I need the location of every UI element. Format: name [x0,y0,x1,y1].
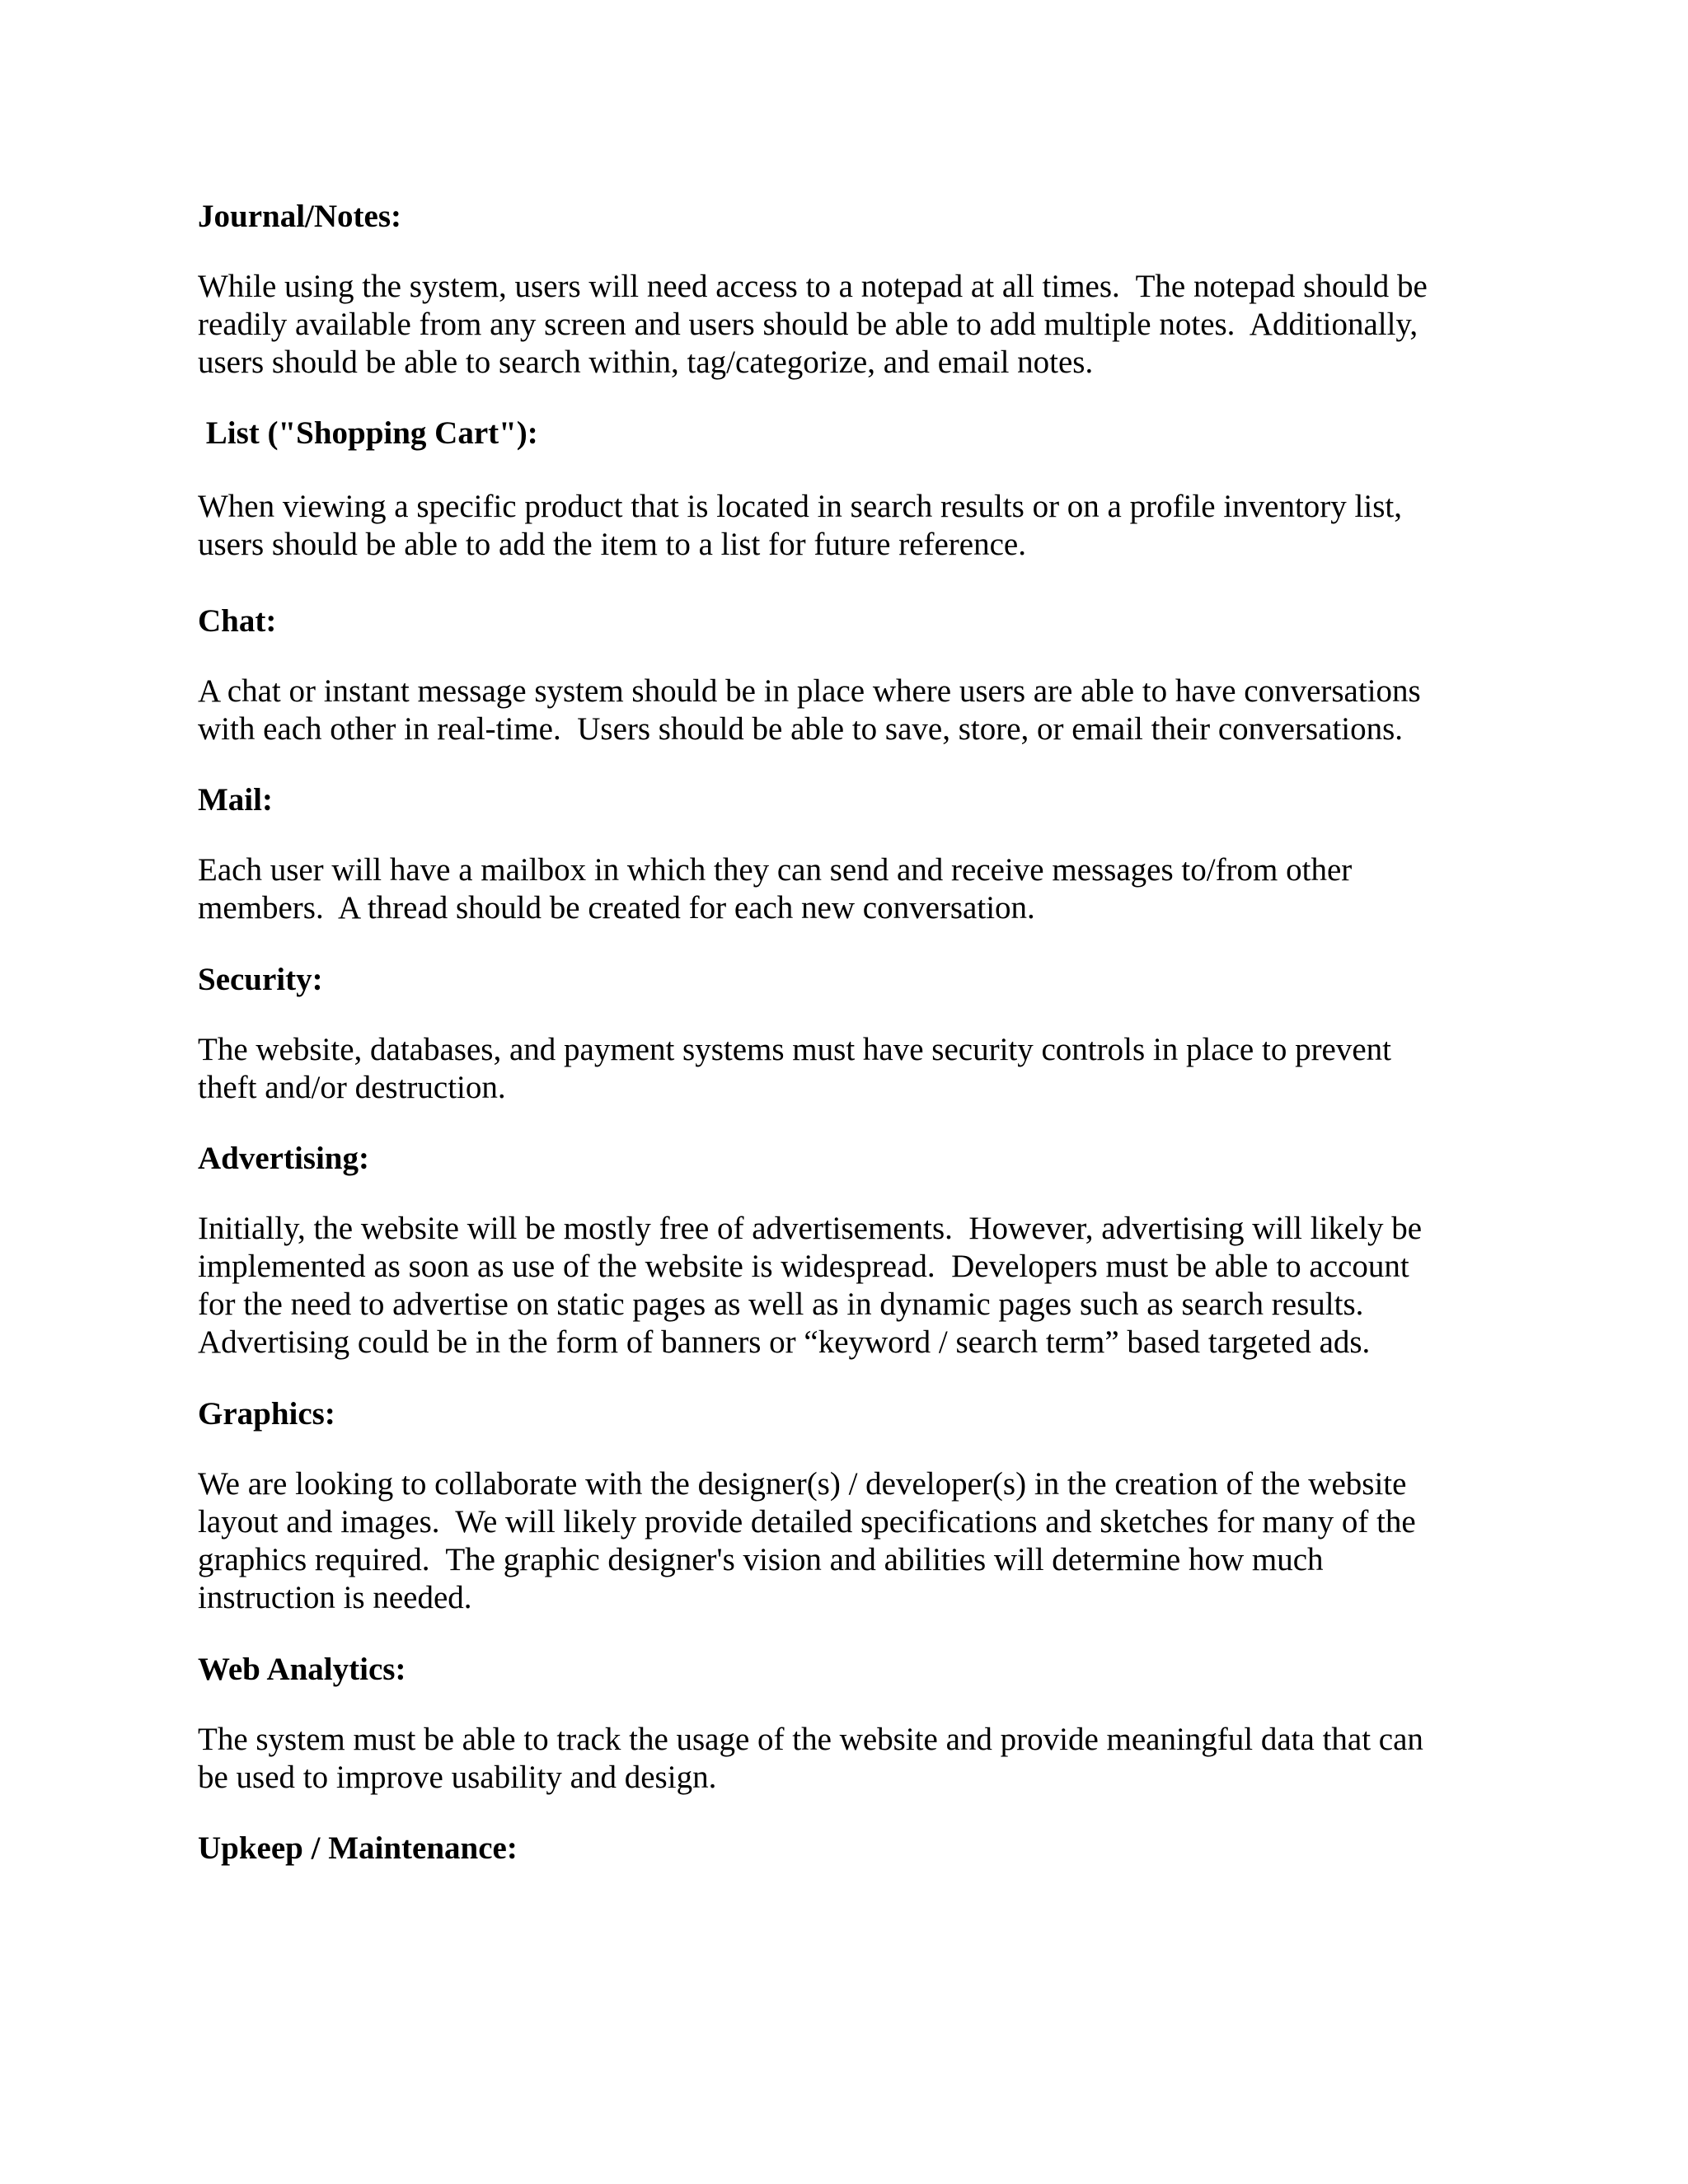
section-heading-upkeep-maintenance: Upkeep / Maintenance: [198,1830,518,1866]
section-heading-chat: Chat: [198,603,277,639]
body-line: readily available from any screen and users should be able to add multiple notes. Additionally, [198,307,1418,342]
body-line: Initially, the website will be mostly free of advertisements. However, advertising will likely be [198,1211,1423,1246]
body-line: implemented as soon as use of the website is widespread. Developers must be able to account [198,1249,1409,1284]
body-line: members. A thread should be created for each new conversation. [198,890,1035,926]
body-line: The system must be able to track the usage of the website and provide meaningful data that can [198,1722,1423,1757]
body-line: While using the system, users will need access to a notepad at all times. The notepad should be [198,269,1428,304]
section-body-advertising [198,1210,1533,1361]
section-body-graphics [198,1465,1533,1617]
body-line: Advertising could be in the form of banners or “keyword / search term” based targeted ads. [198,1324,1371,1360]
body-line: The website, databases, and payment systems must have security controls in place to prevent [198,1032,1392,1067]
body-line: users should be able to add the item to a list for future reference. [198,527,1026,562]
section-body-chat [198,673,1533,748]
section-heading-shopping-cart: List ("Shopping Cart"): [198,415,538,451]
body-line: with each other in real-time. Users should be able to save, store, or email their conversations. [198,711,1404,747]
body-line: Each user will have a mailbox in which they can send and receive messages to/from other [198,852,1353,888]
body-line: graphics required. The graphic designer's vision and abilities will determine how much [198,1542,1324,1577]
section-body-web-analytics [198,1721,1533,1797]
body-line: for the need to advertise on static pages as well as in dynamic pages such as search results. [198,1286,1364,1322]
body-line: We are looking to collaborate with the designer(s) / developer(s) in the creation of the website [198,1466,1407,1502]
section-heading-web-analytics: Web Analytics: [198,1652,406,1687]
body-line: layout and images. We will likely provide detailed specifications and sketches for many of the [198,1504,1416,1540]
body-line: A chat or instant message system should be in place where users are able to have conversations [198,673,1421,709]
body-line: be used to improve usability and design. [198,1760,717,1795]
section-heading-security: Security: [198,962,323,997]
section-heading-journal-notes: Journal/Notes: [198,199,401,234]
section-body-security [198,1031,1533,1107]
section-body-shopping-cart [198,488,1533,564]
section-body-mail [198,851,1533,927]
section-heading-mail: Mail: [198,782,273,818]
body-line: theft and/or destruction. [198,1070,506,1105]
body-line: users should be able to search within, tag/categorize, and email notes. [198,344,1094,380]
section-heading-graphics: Graphics: [198,1396,335,1432]
section-body-journal-notes [198,268,1533,382]
section-heading-advertising: Advertising: [198,1141,369,1176]
body-line: instruction is needed. [198,1580,472,1615]
body-line: When viewing a specific product that is located in search results or on a profile inventory list, [198,489,1402,524]
